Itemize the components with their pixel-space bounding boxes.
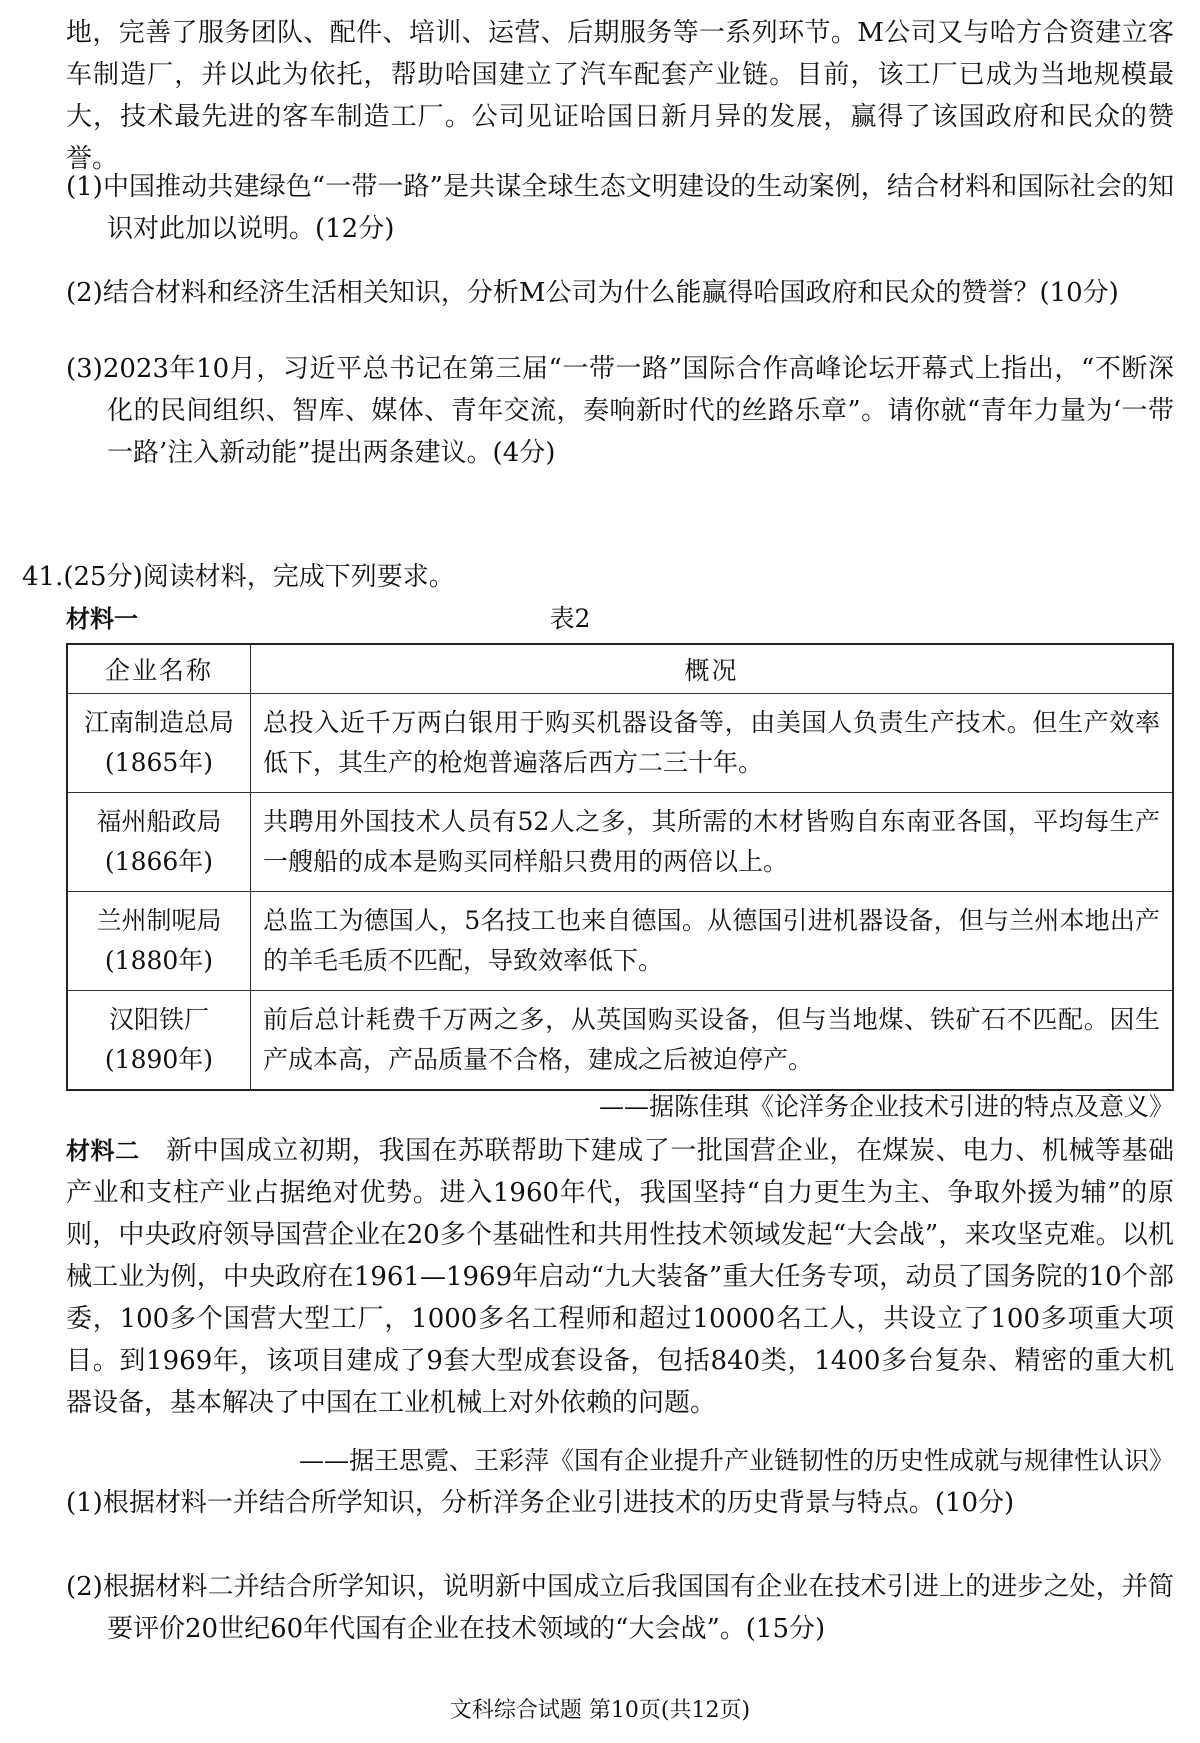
enterprise-name: 汉阳铁厂(1890年) (67, 991, 251, 1091)
enterprise-overview: 共聘用外国技术人员有52人之多，其所需的木材皆购自东南亚各国，平均每生产一艘船的成本是购买同样船只费用的两倍以上。 (251, 793, 1174, 892)
table-caption: 表2 (549, 604, 591, 633)
table-row (67, 991, 1173, 1091)
table-header-row (67, 644, 1173, 694)
enterprise-name: 江南制造总局(1865年) (67, 694, 251, 793)
enterprise-overview: 总投入近千万两白银用于购买机器设备等，由美国人负责生产技术。但生产效率低下，其生产的枪炮普遍落后西方二三十年。 (251, 694, 1174, 793)
question-41-header: 41.(25分)阅读材料，完成下列要求。 (22, 562, 455, 592)
question-41-2: (2)根据材料二并结合所学知识，说明新中国成立后我国国有企业在技术引进上的进步之处，并简要评价20世纪60年代国有企业在技术领域的“大会战”。(15分) (66, 1572, 1174, 1644)
table-row (67, 892, 1173, 991)
enterprise-name: 兰州制呢局(1880年) (67, 892, 251, 991)
enterprise-overview: 前后总计耗费千万两之多，从英国购买设备，但与当地煤、铁矿石不匹配。因生产成本高，产品质量不合格，建成之后被迫停产。 (251, 991, 1174, 1091)
table-row (67, 793, 1173, 892)
enterprise-table (66, 643, 1174, 1091)
table-row (67, 694, 1173, 793)
question-41-1: (1)根据材料一并结合所学知识，分析洋务企业引进技术的历史背景与特点。(10分) (66, 1488, 1015, 1518)
source-citation-1: ——据陈佳琪《论洋务企业技术引进的特点及意义》 (598, 1092, 1174, 1121)
enterprise-name: 福州船政局(1866年) (67, 793, 251, 892)
material-2-label: 材料二 (66, 1137, 140, 1165)
enterprise-overview: 总监工为德国人，5名技工也来自德国。从德国引进机器设备，但与兰州本地出产的羊毛毛质不匹配，导致效率低下。 (251, 892, 1174, 991)
column-header-overview: 概况 (251, 644, 1174, 694)
material-2-text: 新中国成立初期，我国在苏联帮助下建成了一批国营企业，在煤炭、电力、机械等基础产业和支柱产业占据绝对优势。进入1960年代，我国坚持“自力更生为主、争取外援为辅”的原则，中央政府领导国营企业在20多个基础性和共用性技术领域发起“大会战”，来攻坚克难。以机械工业为例，中央政府在1961—1969年启动“九大装备”重大任务专项，动员了国务院的10个部委，100多个国营大型工厂，1000多名工程师和超过10000名工人，共设立了100多项重大项目。到1969年，该项目建成了9套大型成套设备，包括840类，1400多台复杂、精密的重大机器设备，基本解决了中国在工业机械上对外依赖的问题。 (66, 1136, 1174, 1418)
question-40-2: (2)结合材料和经济生活相关知识，分析M公司为什么能赢得哈国政府和民众的赞誉？(10分) (66, 278, 1119, 308)
column-header-name: 企业名称 (67, 644, 251, 694)
material-1-label: 材料一 (66, 605, 138, 633)
question-40-1: (1)中国推动共建绿色“一带一路”是共谋全球生态文明建设的生动案例，结合材料和国际社会的知识对此加以说明。(12分) (66, 172, 1174, 244)
material-paragraph-continued: 地，完善了服务团队、配件、培训、运营、后期服务等一系列环节。M公司又与哈方合资建立客车制造厂，并以此为依托，帮助哈国建立了汽车配套产业链。目前，该工厂已成为当地规模最大，技术最先进的客车制造工厂。公司见证哈国日新月异的发展，赢得了该国政府和民众的赞誉。 (66, 18, 1174, 174)
source-citation-2: ——据王思霓、王彩萍《国有企业提升产业链韧性的历史性成就与规律性认识》 (298, 1446, 1174, 1475)
page-footer: 文科综合试题 第10页(共12页) (449, 1698, 751, 1723)
material-2-paragraph (66, 1130, 1174, 1424)
question-40-3: (3)2023年10月，习近平总书记在第三届“一带一路”国际合作高峰论坛开幕式上指出，“不断深化的民间组织、智库、媒体、青年交流，奏响新时代的丝路乐章”。请你就“青年力量为‘一带一路’注入新动能”提出两条建议。(4分) (66, 354, 1174, 468)
